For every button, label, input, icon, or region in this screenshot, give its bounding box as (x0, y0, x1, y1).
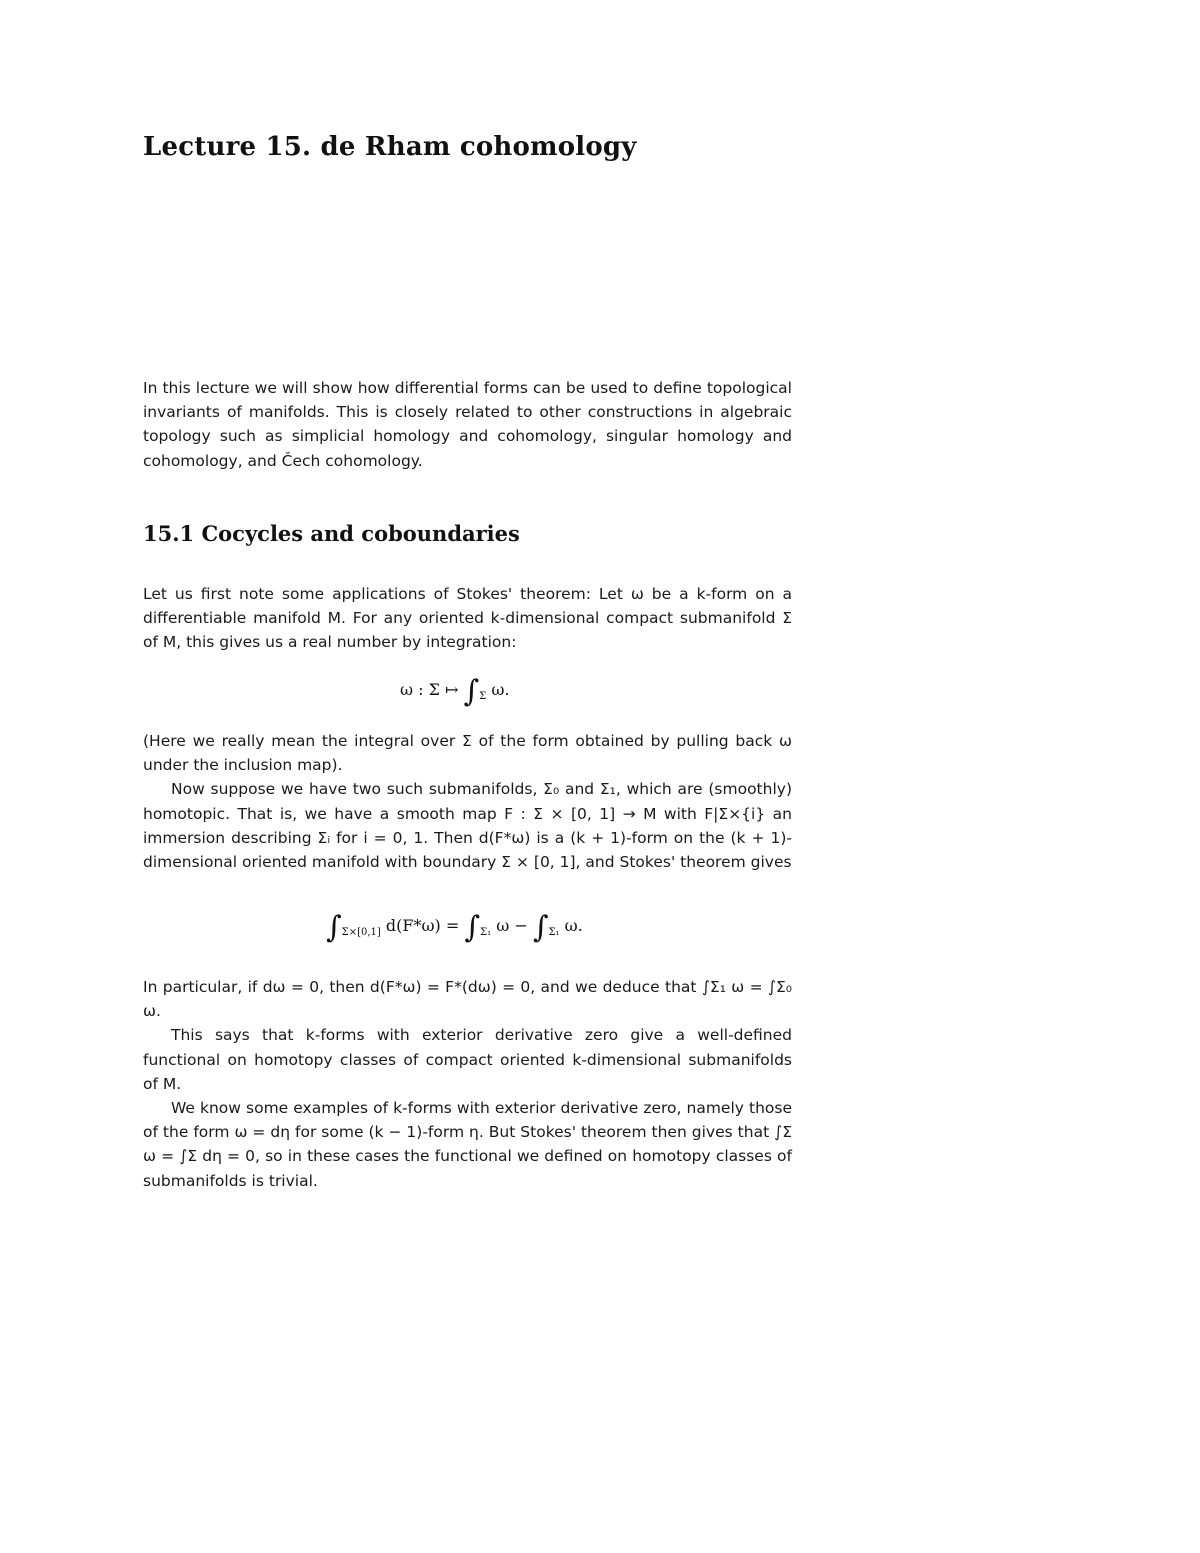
integral-sign-icon: ∫ (464, 910, 480, 945)
paragraph-3: Now suppose we have two such submanifolds, Σ₀ and Σ₁, which are (smoothly) homotopic. That is, we have a smooth map F : Σ × [0, 1] → M with F|Σ×{i} an immersion describing Σᵢ for i = 0, 1. Then d(F*ω) is a (k + 1)-form on the (k + 1)-dimensional oriented manifold with boundary Σ × [0, 1], and Stokes' theorem gives (143, 780, 792, 872)
intro-block (143, 376, 792, 473)
paragraph-5: This says that k-forms with exterior derivative zero give a well-defined functional on homotopy classes of compact oriented k-dimensional submanifolds of M. (143, 1026, 792, 1093)
intro-paragraph: In this lecture we will show how differential forms can be used to define topological invariants of manifolds. This is closely related to other constructions in algebraic topology such as simplicial homology and cohomology, singular homology and cohomology, and Čech cohomology. (143, 379, 792, 470)
equation-2-sub-3: Σ₁ (548, 927, 560, 939)
paragraph-1-block (143, 582, 792, 655)
paragraph-4-block (143, 975, 792, 1193)
paragraph-6: We know some examples of k-forms with exterior derivative zero, namely those of the form ω = dη for some (k − 1)-form η. But Stokes' theorem then gives that ∫Σ ω = ∫Σ dη = 0, so in these cases the functional we defined on homotopy classes of submanifolds is trivial. (143, 1099, 792, 1190)
equation-1-subscript: Σ (479, 691, 487, 703)
paragraph-2-block (143, 729, 792, 874)
equation-2-term-1: d(F*ω) = (385, 916, 460, 935)
equation-1 (400, 668, 510, 709)
equation-2 (326, 904, 583, 945)
equation-2-sub-1: Σ×[0,1] (341, 927, 381, 939)
equation-1-left: ω : Σ ↦ (400, 680, 459, 699)
integral-sign-icon: ∫ (463, 674, 480, 709)
section-heading: 15.1 Cocycles and coboundaries (143, 521, 520, 546)
equation-1-right: ω. (491, 680, 510, 699)
page-title: Lecture 15. de Rham cohomology (143, 132, 637, 162)
paragraph-1: Let us first note some applications of Stokes' theorem: Let ω be a k-form on a differentiable manifold M. For any oriented k-dimensional compact submanifold Σ of M, this gives us a real number by integration: (143, 585, 792, 652)
paragraph-4: In particular, if dω = 0, then d(F*ω) = F*(dω) = 0, and we deduce that ∫Σ₁ ω = ∫Σ₀ ω. (143, 978, 792, 1021)
equation-2-term-2: ω − (496, 916, 528, 935)
integral-sign-icon: ∫ (532, 910, 549, 945)
integral-sign-icon: ∫ (326, 910, 342, 945)
equation-2-sub-2: Σ₁ (480, 927, 492, 939)
paragraph-2: (Here we really mean the integral over Σ of the form obtained by pulling back ω under the inclusion map). (143, 732, 792, 775)
equation-2-term-3: ω. (564, 916, 583, 935)
